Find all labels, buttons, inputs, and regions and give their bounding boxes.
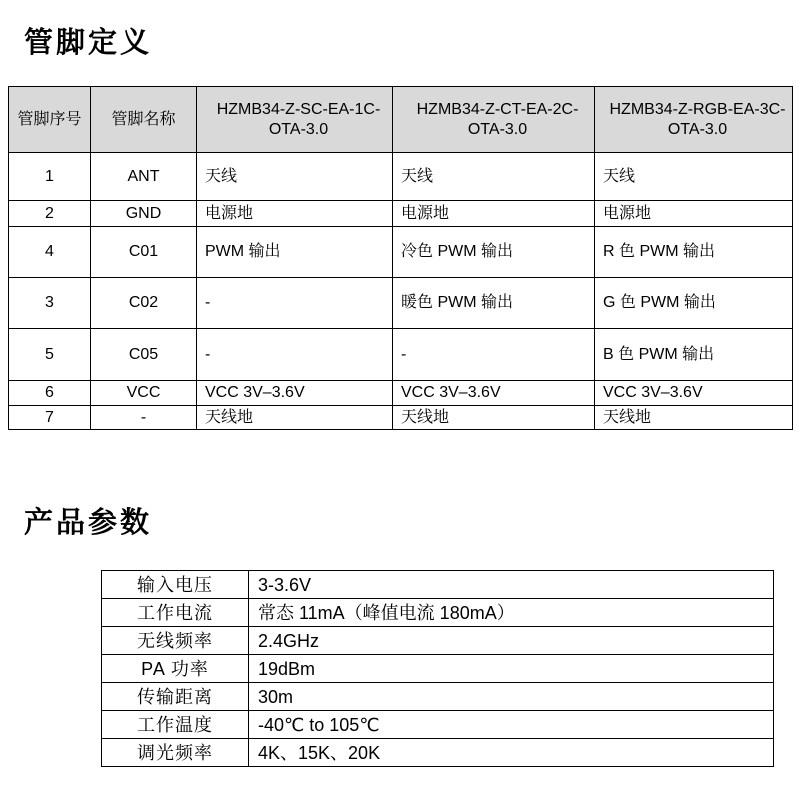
header-cell: 管脚名称 [91, 87, 197, 153]
header-cell: HZMB34-Z-RGB-EA-3C-OTA-3.0 [595, 87, 793, 153]
pin-number-cell: 3 [9, 278, 91, 329]
product-params-table [101, 570, 774, 767]
pin-number-cell: 2 [9, 201, 91, 227]
spec-value: 19dBm [249, 655, 774, 683]
pin-name-cell: VCC [91, 381, 197, 406]
table-cell: 电源地 [393, 201, 595, 227]
spec-value: 4K、15K、20K [249, 739, 774, 767]
pin-definition-table [8, 86, 793, 430]
table-row [9, 227, 793, 278]
pin-name-cell: - [91, 406, 197, 430]
spec-row [102, 711, 774, 739]
table-cell: 冷色 PWM 输出 [393, 227, 595, 278]
table-row [9, 329, 793, 381]
pin-number-cell: 6 [9, 381, 91, 406]
table-cell: 暖色 PWM 输出 [393, 278, 595, 329]
pin-name-cell: GND [91, 201, 197, 227]
spec-label: 输入电压 [102, 571, 249, 599]
table-row [9, 201, 793, 227]
header-cell: HZMB34-Z-SC-EA-1C-OTA-3.0 [197, 87, 393, 153]
spec-row [102, 739, 774, 767]
table-cell: VCC 3V–3.6V [393, 381, 595, 406]
header-cell: 管脚序号 [9, 87, 91, 153]
spec-label: 无线频率 [102, 627, 249, 655]
product-params-heading: 产品参数 [24, 505, 153, 539]
table-cell: 天线地 [595, 406, 793, 430]
spec-row [102, 655, 774, 683]
pin-number-cell: 1 [9, 153, 91, 201]
table-cell: 电源地 [595, 201, 793, 227]
pin-number-cell: 5 [9, 329, 91, 381]
table-cell: 天线 [393, 153, 595, 201]
spec-row [102, 627, 774, 655]
spec-label: PA 功率 [102, 655, 249, 683]
table-cell: VCC 3V–3.6V [595, 381, 793, 406]
pin-number-cell: 7 [9, 406, 91, 430]
spec-value: -40℃ to 105℃ [249, 711, 774, 739]
spec-row [102, 599, 774, 627]
header-cell: HZMB34-Z-CT-EA-2C-OTA-3.0 [393, 87, 595, 153]
pin-number-cell: 4 [9, 227, 91, 278]
table-cell: 天线地 [197, 406, 393, 430]
table-cell: 天线 [595, 153, 793, 201]
pin-name-cell: C01 [91, 227, 197, 278]
table-row [9, 153, 793, 201]
table-cell: 天线 [197, 153, 393, 201]
table-row [9, 406, 793, 430]
table-cell: PWM 输出 [197, 227, 393, 278]
spec-label: 传输距离 [102, 683, 249, 711]
table-cell: - [197, 329, 393, 381]
spec-value: 3-3.6V [249, 571, 774, 599]
table-cell: 电源地 [197, 201, 393, 227]
spec-row [102, 683, 774, 711]
spec-value: 30m [249, 683, 774, 711]
table-cell: - [197, 278, 393, 329]
spec-value: 2.4GHz [249, 627, 774, 655]
table-row [9, 278, 793, 329]
table-cell: - [393, 329, 595, 381]
table-cell: 天线地 [393, 406, 595, 430]
table-cell: G 色 PWM 输出 [595, 278, 793, 329]
table-header-row [9, 87, 793, 153]
pin-name-cell: C05 [91, 329, 197, 381]
table-row [9, 381, 793, 406]
pin-name-cell: ANT [91, 153, 197, 201]
table-cell: R 色 PWM 输出 [595, 227, 793, 278]
table-cell: B 色 PWM 输出 [595, 329, 793, 381]
pin-definition-heading: 管脚定义 [24, 25, 153, 59]
pin-name-cell: C02 [91, 278, 197, 329]
spec-label: 工作温度 [102, 711, 249, 739]
spec-label: 调光频率 [102, 739, 249, 767]
spec-value: 常态 11mA（峰值电流 180mA） [249, 599, 774, 627]
table-cell: VCC 3V–3.6V [197, 381, 393, 406]
spec-row [102, 571, 774, 599]
spec-label: 工作电流 [102, 599, 249, 627]
